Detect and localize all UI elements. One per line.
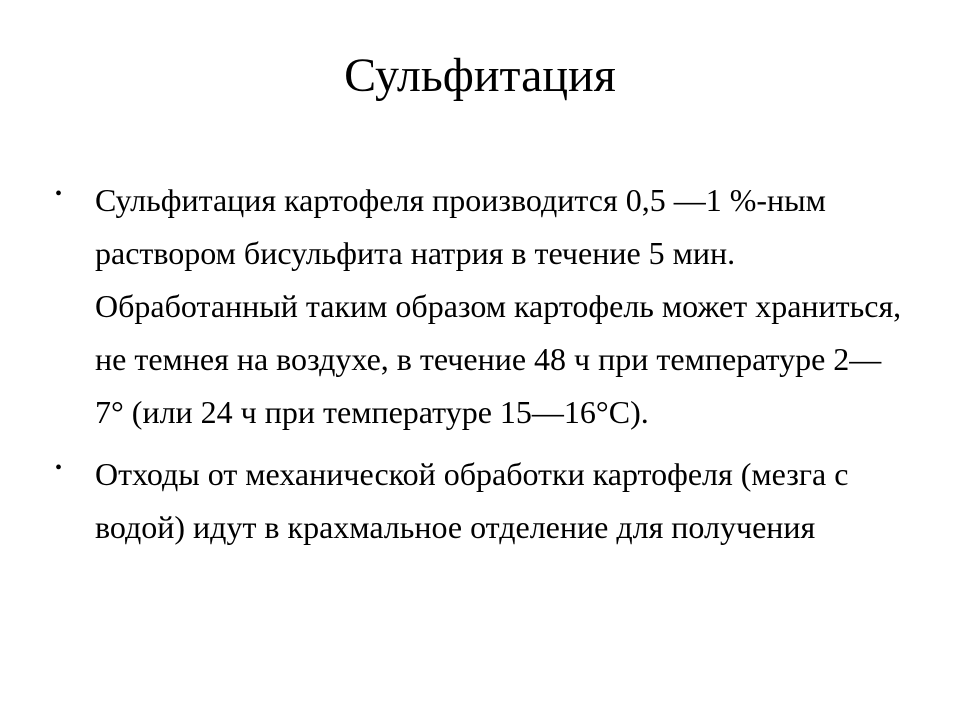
bullet-text: Отходы от механической обработки картофеля (мезга с водой) идут в крахмальное отделение для получения (95, 456, 849, 545)
bullet-text: Сульфитация картофеля производится 0,5 —1 %-ным раствором бисульфита натрия в течение 5 мин. Обработанный таким образом картофель может храниться, не темнея на воздухе, в течение 48 ч при температуре 2—7° (или 24 ч при температуре 15—16°С). (95, 182, 902, 430)
bullet-marker-icon: • (55, 457, 63, 479)
bullet-list (55, 174, 905, 563)
bullet-item (55, 174, 905, 439)
slide-title: Сульфитация (344, 49, 616, 102)
bullet-marker-icon: • (55, 183, 63, 205)
bullet-item (55, 448, 905, 554)
